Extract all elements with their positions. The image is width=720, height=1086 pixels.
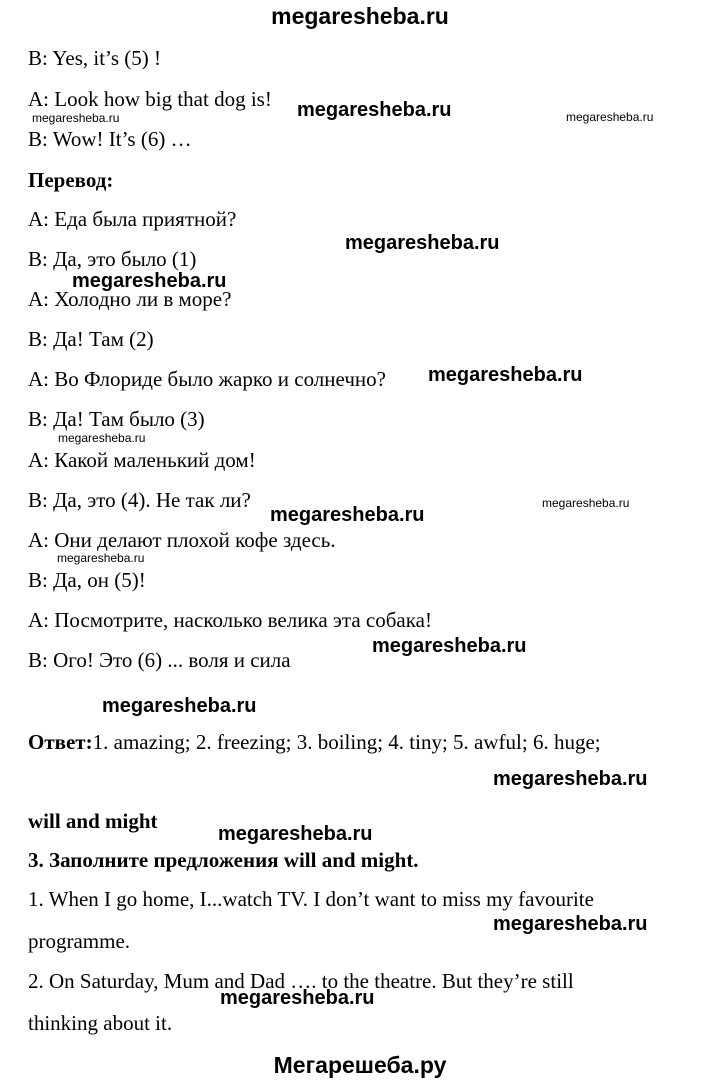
watermark: megaresheba.ru: [102, 695, 257, 717]
site-header: megaresheba.ru: [271, 3, 449, 29]
translation-line: B: Да, это было (1): [28, 247, 197, 271]
watermark-small: megaresheba.ru: [32, 111, 120, 125]
dialogue-line: A: Look how big that dog is!: [28, 87, 272, 111]
task-item-line: programme.: [28, 929, 131, 953]
translation-line: B: Ого! Это (6) ... воля и сила: [28, 648, 291, 672]
watermark-small: megaresheba.ru: [57, 551, 145, 565]
watermark: megaresheba.ru: [220, 987, 375, 1009]
answer-label: Ответ:: [28, 730, 93, 754]
task-item-line: 2. On Saturday, Mum and Dad …. to the theatre. But they’re still: [28, 969, 574, 993]
task-item-line: 1. When I go home, I...watch TV. I don’t want to miss my favourite: [28, 887, 594, 911]
translation-line: B: Да! Там (2): [28, 327, 154, 351]
watermark: megaresheba.ru: [372, 635, 527, 657]
task-item-line: thinking about it.: [28, 1011, 173, 1035]
site-footer: Мегарешеба.ру: [273, 1052, 447, 1078]
translation-line: A: Посмотрите, насколько велика эта собака!: [28, 608, 432, 632]
translation-line: A: Холодно ли в море?: [28, 287, 232, 311]
watermark: megaresheba.ru: [72, 270, 227, 292]
watermark: megaresheba.ru: [493, 768, 648, 790]
watermark-small: megaresheba.ru: [566, 110, 654, 124]
watermark: megaresheba.ru: [428, 364, 583, 386]
task-title: 3. Заполните предложения will and might.: [28, 848, 419, 872]
translation-line: A: Какой маленький дом!: [28, 448, 256, 472]
watermark: megaresheba.ru: [345, 232, 500, 254]
answer-line: [28, 729, 601, 755]
watermark-small: megaresheba.ru: [58, 431, 146, 445]
watermark: megaresheba.ru: [270, 504, 425, 526]
watermark: megaresheba.ru: [297, 99, 452, 121]
answer-text: 1. amazing; 2. freezing; 3. boiling; 4. tiny; 5. awful; 6. huge;: [92, 730, 601, 754]
translation-line: A: Еда была приятной?: [28, 207, 237, 231]
translation-line: B: Да, он (5)!: [28, 568, 146, 592]
dialogue-line: B: Yes, it’s (5) !: [28, 46, 162, 70]
dialogue-line: B: Wow! It’s (6) …: [28, 127, 192, 151]
section-title: will and might: [28, 809, 158, 833]
translation-line: A: Во Флориде было жарко и солнечно?: [28, 367, 386, 391]
translation-line: A: Они делают плохой кофе здесь.: [28, 528, 336, 552]
translation-line: B: Да! Там было (3): [28, 407, 205, 431]
translation-line: B: Да, это (4). Не так ли?: [28, 488, 251, 512]
watermark: megaresheba.ru: [218, 823, 373, 845]
watermark: megaresheba.ru: [493, 913, 648, 935]
watermark-small: megaresheba.ru: [542, 496, 630, 510]
translation-heading: Перевод:: [28, 168, 114, 192]
